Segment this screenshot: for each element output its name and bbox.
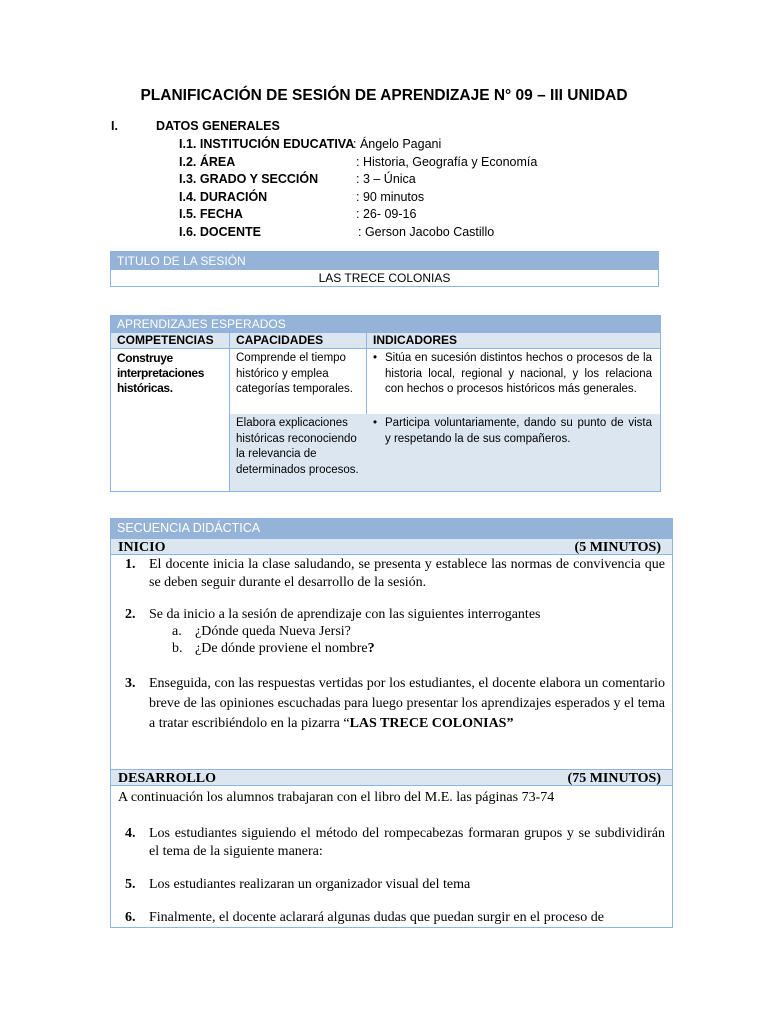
- general-item-value: : 26- 09-16: [356, 207, 417, 222]
- general-item-value: : 3 – Única: [356, 172, 416, 187]
- step-number: 6.: [125, 910, 136, 925]
- bullet-icon: •: [373, 417, 378, 429]
- learning-table: [110, 315, 661, 492]
- phase-name: INICIO: [118, 540, 166, 555]
- question-text: ¿De dónde proviene el nombre?: [195, 641, 375, 656]
- session-title-header: TITULO DE LA SESIÓN: [111, 252, 658, 270]
- step-item: [125, 825, 665, 860]
- question-letter: a.: [172, 624, 182, 639]
- step-number: 5.: [125, 877, 136, 892]
- column-header-indicadores: INDICADORES: [373, 333, 458, 347]
- section-heading: DATOS GENERALES: [156, 119, 280, 133]
- step-number: 1.: [125, 557, 136, 572]
- general-item-label: I.3. GRADO Y SECCIÓN: [179, 172, 319, 187]
- indicator-cell: [367, 349, 660, 414]
- phase-desarrollo: [111, 769, 672, 786]
- step-item: [125, 674, 665, 734]
- section-number: I.: [111, 119, 118, 133]
- general-item: [179, 189, 599, 207]
- general-item-label: I.4. DURACIÓN: [179, 189, 268, 204]
- step-text: El docente inicia la clase saludando, se presenta y establece las normas de convivencia que se deben seguir durante el desarrollo de la sesión.: [149, 557, 665, 590]
- indicator-cell: [367, 414, 660, 491]
- question-text: ¿Dónde queda Nueva Jersi?: [195, 624, 351, 639]
- general-item: [179, 224, 599, 242]
- general-data-list: [179, 136, 599, 242]
- bullet-icon: •: [373, 352, 378, 364]
- step-item: [125, 909, 665, 927]
- question-letter: b.: [172, 641, 183, 656]
- general-item-value: : Ángelo Pagani: [353, 137, 442, 151]
- indicator-text: Participa voluntariamente, dando su punto de vista y respetando la de sus compañeros.: [385, 417, 652, 445]
- capacity-cell: Comprende el tiempo histórico y emplea categorías temporales.: [236, 352, 353, 395]
- step-item: [125, 556, 665, 591]
- general-item-label: I.2. ÁREA: [179, 154, 236, 169]
- capacity-cell: Elabora explicaciones históricas reconociendo la relevancia de determinados procesos.: [230, 414, 367, 491]
- step-text: Enseguida, con las respuestas vertidas por los estudiantes, el docente elabora un comentario breve de las opiniones escuchadas para luego presentar los aprendizajes esperados y el tema a tratar escribiéndolo en la pizarra “LAS TRECE COLONIAS”: [149, 676, 665, 731]
- general-item: [179, 154, 599, 172]
- general-item-value: : Gerson Jacobo Castillo: [358, 224, 495, 239]
- general-item: [179, 171, 599, 189]
- step-text: Finalmente, el docente aclarará algunas dudas que puedan surgir en el proceso de: [149, 910, 604, 925]
- learning-column-headers: [111, 332, 660, 349]
- step-number: 4.: [125, 826, 136, 841]
- step-number: 2.: [125, 607, 136, 622]
- desarrollo-intro: A continuación los alumnos trabajaran con el libro del M.E. las páginas 73-74: [118, 790, 555, 805]
- step-item: [125, 606, 665, 624]
- sequence-table: [110, 518, 673, 928]
- step-number: 3.: [125, 676, 136, 691]
- competence-cell: Construye interpretaciones históricas.: [117, 351, 204, 395]
- column-header-competencias: COMPETENCIAS: [117, 333, 214, 347]
- step-text: Los estudiantes siguiendo el método del rompecabezas formaran grupos y se subdividirán el tema de la siguiente manera:: [149, 826, 665, 859]
- step-item: [125, 876, 665, 894]
- general-item: [179, 136, 599, 154]
- column-header-capacidades: CAPACIDADES: [236, 333, 324, 347]
- session-title-table: [110, 251, 659, 287]
- indicator-text: Sitúa en sucesión distintos hechos o procesos de la historia local, regional y nacional, y los relaciona con hechos o procesos históricos más generales.: [385, 352, 652, 395]
- document-title: PLANIFICACIÓN DE SESIÓN DE APRENDIZAJE N° 09 – III UNIDAD: [140, 87, 628, 104]
- phase-duration: (75 MINUTOS): [567, 771, 661, 786]
- general-item-value: : Historia, Geografía y Economía: [356, 154, 538, 169]
- phase-duration: (5 MINUTOS): [574, 540, 661, 555]
- general-item-label: I.5. FECHA: [179, 207, 243, 222]
- phase-name: DESARROLLO: [118, 771, 217, 786]
- general-item-value: : 90 minutos: [356, 189, 425, 204]
- sequence-header: SECUENCIA DIDÁCTICA: [111, 519, 672, 538]
- general-item: [179, 206, 599, 224]
- step-text: Los estudiantes realizaran un organizador visual del tema: [149, 877, 471, 892]
- phase-inicio: [111, 538, 672, 555]
- learning-table-header: APRENDIZAJES ESPERADOS: [111, 316, 660, 332]
- step-text: Se da inicio a la sesión de aprendizaje con las siguientes interrogantes: [149, 607, 541, 622]
- general-item-label: I.6. DOCENTE: [179, 224, 261, 239]
- session-title-value: LAS TRECE COLONIAS: [318, 271, 451, 285]
- general-item-label: I.1. INSTITUCIÓN EDUCATIVA: [179, 137, 355, 151]
